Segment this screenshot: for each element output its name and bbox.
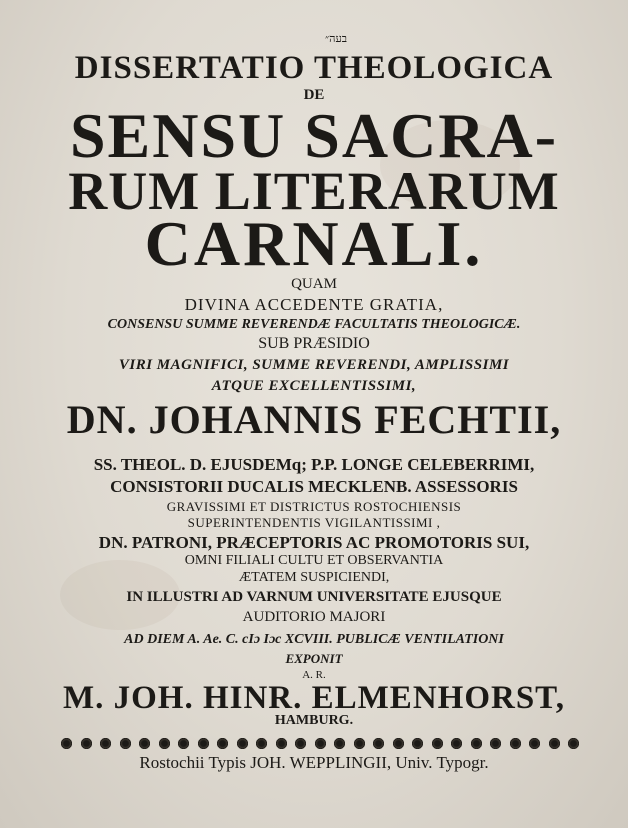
hebrew-mark: בעה״ — [324, 33, 348, 45]
author-name: M. JOH. HINR. ELMENHORST, — [62, 680, 565, 716]
main-title-line-3: CARNALI. — [144, 208, 484, 279]
text-quam: QUAM — [291, 276, 337, 292]
text-atque: ATQUE EXCELLENTISSIMI, — [211, 378, 417, 394]
text-ad-diem: AD DIEM A. Ae. C. cIɔ Iɔc XCVIII. PUBLICÆ VENTILATIONI — [124, 632, 504, 647]
title-de: DE — [303, 87, 325, 103]
text-aetatem: ÆTATEM SUSPICIENDI, — [238, 570, 390, 585]
text-auditorio: AUDITORIO MAJORI — [242, 609, 386, 625]
text-sub-praesidio: SUB PRÆSIDIO — [258, 335, 370, 352]
text-exponit: EXPONIT — [285, 651, 343, 666]
printer-imprint: Rostochii Typis JOH. WEPPLINGII, Univ. Typogr. — [139, 753, 489, 772]
text-superintendentis: SUPERINTENDENTIS VIGILANTISSIMI , — [187, 515, 441, 530]
ornament-border — [60, 736, 580, 750]
title-line: DISSERTATIO THEOLOGICA — [74, 50, 554, 86]
text-consistorii: CONSISTORII DUCALIS MECKLENB. ASSESSORIS — [110, 477, 518, 496]
text-gravissimi: GRAVISSIMI ET DISTRICTUS ROSTOCHIENSIS — [166, 499, 462, 514]
praeses-name: DN. JOHANNIS FECHTII, — [66, 397, 562, 442]
text-patroni: DN. PATRONI, PRÆCEPTORIS AC PROMOTORIS SUI, — [98, 533, 530, 552]
text-illustri: IN ILLUSTRI AD VARNUM UNIVERSITATE EJUSQUE — [126, 589, 502, 605]
text-omni: OMNI FILIALI CULTU ET OBSERVANTIA — [184, 553, 444, 568]
text-consensu: CONSENSU SUMME REVERENDÆ FACULTATIS THEOLOGICÆ. — [107, 317, 521, 332]
author-city: HAMBURG. — [274, 713, 354, 728]
text-ss-theol: SS. THEOL. D. EJUSDEMq; P.P. LONGE CELEBERRIMI, — [93, 455, 535, 474]
text-ar: A. R. — [302, 669, 326, 681]
main-title-line-2: RUM LITERARUM — [68, 161, 560, 221]
main-title-line-1: SENSU SACRA- — [69, 100, 559, 171]
text-divina: DIVINA ACCEDENTE GRATIA, — [184, 295, 444, 314]
text-viri: VIRI MAGNIFICI, SUMME REVERENDI, AMPLISSIMI — [118, 357, 510, 373]
